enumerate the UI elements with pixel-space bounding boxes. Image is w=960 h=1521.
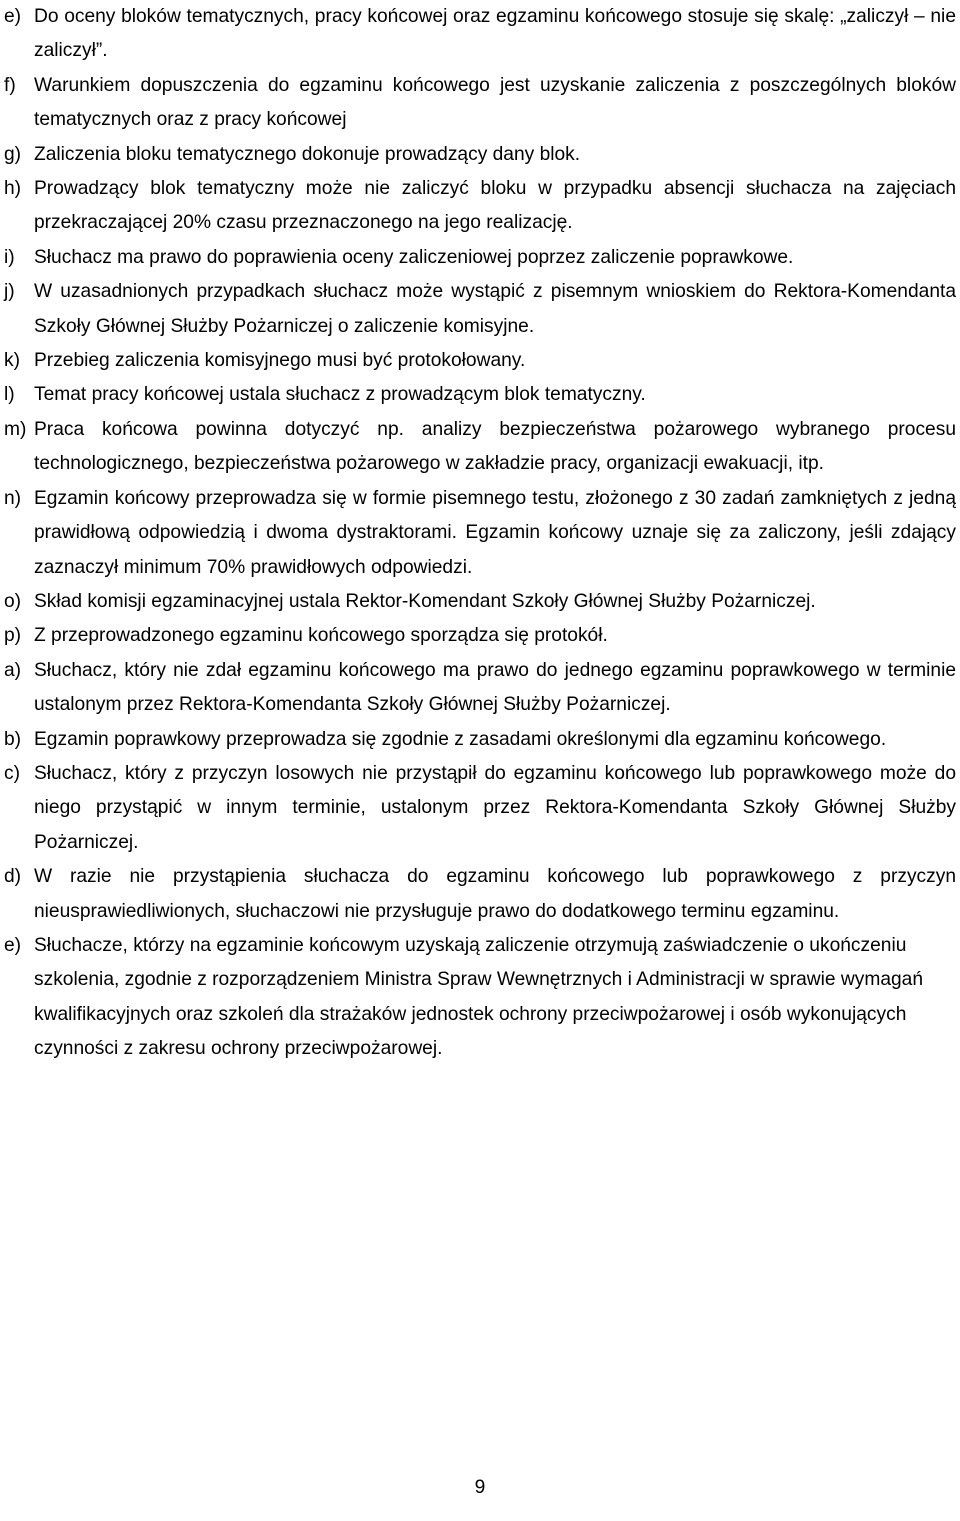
list-item-c-random-causes [4, 757, 956, 860]
list-item-text: Prowadzący blok tematyczny może nie zaliczyć bloku w przypadku absencji słuchacza na zajęciach przekraczającej 20% czasu przeznaczonego na jego realizację. [34, 178, 956, 234]
list-item-h-absence [4, 172, 956, 241]
list-item-text: Słuchacze, którzy na egzaminie końcowym uzyskają zaliczenie otrzymują zaświadczenie o ukończeniu szkolenia, zgodnie z rozporządzeniem Ministra Spraw Wewnętrznych i Administracji w sprawie wymagań kwalifikacyjnych oraz szkoleń dla strażaków jednostek ochrony przeciwpożarowej i osób wykonujących czynności z zakresu ochrony przeciwpożarowej. [34, 934, 924, 1060]
list-item-text: Przebieg zaliczenia komisyjnego musi być protokołowany. [34, 350, 526, 372]
list-item-j-committee-request [4, 275, 956, 344]
list-item-text: Słuchacz, który nie zdał egzaminu końcowego ma prawo do jednego egzaminu poprawkowego w terminie ustalonym przez Rektora-Komendanta Szkoły Głównej Służby Pożarniczej. [34, 659, 956, 716]
list-item-label: p) [4, 625, 22, 647]
list-item-text: Do oceny bloków tematycznych, pracy końcowej oraz egzaminu końcowego stosuje się skalę: „zaliczył – nie zaliczył”. [34, 6, 956, 62]
list-item-text: Temat pracy końcowej ustala słuchacz z prowadzącym blok tematyczny. [34, 384, 646, 406]
list-item-text: Warunkiem dopuszczenia do egzaminu końcowego jest uzyskanie zaliczenia z poszczególnych bloków tematycznych oraz z pracy końcowej [34, 74, 956, 131]
list-item-text: Egzamin końcowy przeprowadza się w formie pisemnego testu, złożonego z 30 zadań zamkniętych z jedną prawidłową odpowiedzią i dwoma dystraktorami. Egzamin końcowy uznaje się za zaliczony, jeśli zdający zaznaczył minimum 70% prawidłowych odpowiedzi. [34, 487, 956, 578]
list-item-text: Egzamin poprawkowy przeprowadza się zgodnie z zasadami określonymi dla egzaminu końcowego. [34, 728, 887, 750]
list-item-l-thesis-topic [4, 378, 956, 412]
list-item-label: i) [4, 246, 15, 268]
list-item-label: b) [4, 728, 22, 750]
list-item-k-protocol [4, 344, 956, 378]
list-item-e-certificate [4, 929, 956, 1067]
list-item-label: l) [4, 384, 15, 406]
list-item-m-thesis-scope [4, 413, 956, 482]
list-item-text: Słuchacz, który z przyczyn losowych nie przystąpił do egzaminu końcowego lub poprawkowego może do niego przystąpić w innym terminie, ustalonym przez Rektora-Komendanta Szkoły Głównej Służby Pożarniczej. [34, 762, 956, 853]
list-item-label: d) [4, 866, 22, 888]
list-item-label: c) [4, 762, 20, 784]
list-item-b-resit-rules [4, 723, 956, 757]
list-item-n-final-exam [4, 482, 956, 585]
list-item-label: j) [4, 281, 15, 303]
list-item-label: a) [4, 659, 22, 681]
list-item-label: g) [4, 143, 22, 165]
list-item-text: Skład komisji egzaminacyjnej ustala Rektor-Komendant Szkoły Głównej Służby Pożarniczej. [34, 590, 816, 612]
list-item-label: m) [4, 418, 27, 440]
list-item-label: h) [4, 178, 22, 200]
list-item-label: e) [4, 934, 22, 956]
list-item-label: n) [4, 487, 22, 509]
list-item-p-exam-protocol [4, 619, 956, 653]
list-item-text: Słuchacz ma prawo do poprawienia oceny zaliczeniowej poprzez zaliczenie poprawkowe. [34, 246, 794, 268]
list-item-o-exam-committee [4, 585, 956, 619]
document-page [4, 0, 956, 1067]
list-item-a-resit-exam [4, 654, 956, 723]
list-item-text: Praca końcowa powinna dotyczyć np. analizy bezpieczeństwa pożarowego wybranego procesu technologicznego, bezpieczeństwa pożarowego w zakładzie pracy, organizacji ewakuacji, itp. [34, 418, 956, 475]
list-item-label: k) [4, 350, 20, 372]
list-item-text: W uzasadnionych przypadkach słuchacz może wystąpić z pisemnym wnioskiem do Rektora-Komendanta Szkoły Głównej Służby Pożarniczej o zaliczenie komisyjne. [34, 281, 956, 337]
page-number: 9 [474, 1477, 486, 1498]
list-item-label: o) [4, 590, 22, 612]
list-item-e-grading-scale [4, 0, 956, 69]
list-item-g-block-credit [4, 138, 956, 172]
list-item-d-unexcused-absence [4, 860, 956, 929]
list-item-f-admission-condition [4, 69, 956, 138]
list-item-i-resit-credit [4, 241, 956, 275]
list-item-text: Z przeprowadzonego egzaminu końcowego sporządza się protokół. [34, 625, 608, 647]
list-item-text: Zaliczenia bloku tematycznego dokonuje prowadzący dany blok. [34, 143, 581, 165]
list-item-label: f) [4, 74, 16, 96]
list-item-label: e) [4, 6, 22, 27]
list-item-text: W razie nie przystąpienia słuchacza do egzaminu końcowego lub poprawkowego z przyczyn nieusprawiedliwionych, słuchaczowi nie przysługuje prawo do dodatkowego terminu egzaminu. [34, 866, 956, 922]
